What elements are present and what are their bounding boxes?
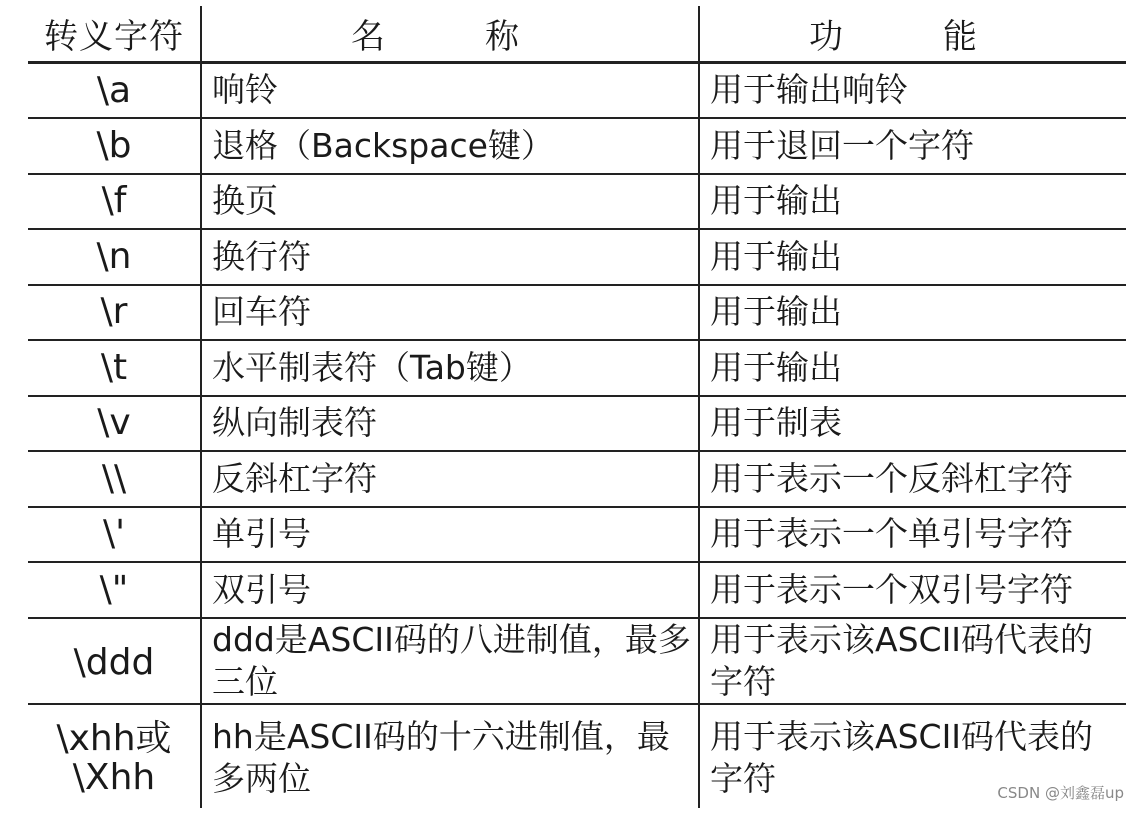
function-cell: 用于输出	[699, 340, 1126, 396]
name-cell: 纵向制表符	[201, 396, 699, 452]
table-row	[28, 562, 1126, 618]
name-cell: 双引号	[201, 562, 699, 618]
header-row	[28, 6, 1126, 63]
name-cell: hh是ASCII码的十六进制值，最多两位	[201, 704, 699, 808]
escape-cell: \v	[28, 396, 201, 452]
escape-cell: \'	[28, 507, 201, 563]
escape-cell: \"	[28, 562, 201, 618]
table-row	[28, 507, 1126, 563]
name-cell: 单引号	[201, 507, 699, 563]
header-function: 功能	[699, 6, 1126, 63]
escape-cell: \f	[28, 174, 201, 230]
table-row	[28, 704, 1126, 808]
function-cell: 用于输出	[699, 285, 1126, 341]
name-cell: 水平制表符（Tab键）	[201, 340, 699, 396]
table-row	[28, 396, 1126, 452]
table-row	[28, 118, 1126, 174]
table-row	[28, 340, 1126, 396]
function-cell: 用于制表	[699, 396, 1126, 452]
table-row	[28, 63, 1126, 119]
escape-sequence-table	[28, 6, 1126, 808]
name-cell: 回车符	[201, 285, 699, 341]
function-cell: 用于输出	[699, 174, 1126, 230]
escape-cell: \b	[28, 118, 201, 174]
name-cell: ddd是ASCII码的八进制值，最多三位	[201, 618, 699, 704]
function-cell: 用于退回一个字符	[699, 118, 1126, 174]
table-row	[28, 229, 1126, 285]
table-row	[28, 451, 1126, 507]
function-cell: 用于输出响铃	[699, 63, 1126, 119]
escape-cell: \n	[28, 229, 201, 285]
header-name: 名称	[201, 6, 699, 63]
table-row	[28, 174, 1126, 230]
function-cell: 用于输出	[699, 229, 1126, 285]
name-cell: 反斜杠字符	[201, 451, 699, 507]
function-cell: 用于表示该ASCII码代表的字符	[699, 618, 1126, 704]
escape-cell: \t	[28, 340, 201, 396]
function-cell: 用于表示一个双引号字符	[699, 562, 1126, 618]
name-cell: 换页	[201, 174, 699, 230]
function-cell: 用于表示该ASCII码代表的字符	[699, 704, 1126, 808]
escape-cell: \\	[28, 451, 201, 507]
name-cell: 响铃	[201, 63, 699, 119]
escape-cell: \ddd	[28, 618, 201, 704]
escape-cell: \a	[28, 63, 201, 119]
name-cell: 换行符	[201, 229, 699, 285]
table-row	[28, 285, 1126, 341]
function-cell: 用于表示一个反斜杠字符	[699, 451, 1126, 507]
escape-cell: \xhh或\Xhh	[56, 717, 172, 799]
escape-cell: \r	[28, 285, 201, 341]
header-escape-char: 转义字符	[28, 6, 201, 63]
table-row	[28, 618, 1126, 704]
function-cell: 用于表示一个单引号字符	[699, 507, 1126, 563]
name-cell: 退格（Backspace键）	[201, 118, 699, 174]
watermark: CSDN @刘鑫磊up	[997, 784, 1124, 802]
